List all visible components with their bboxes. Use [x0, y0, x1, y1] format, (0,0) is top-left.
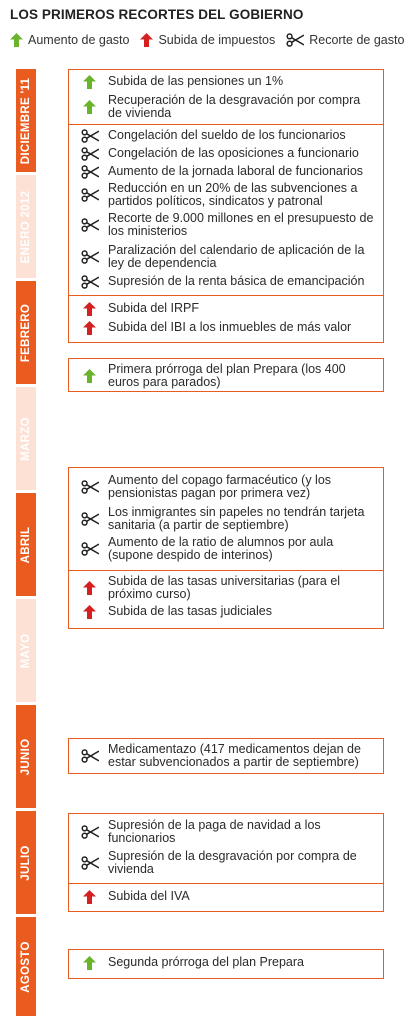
list-item — [80, 274, 377, 290]
item-text: Subida de las tasas judiciales — [108, 604, 272, 619]
item-text: Subida del IVA — [108, 889, 190, 904]
arrow-up-green-icon — [80, 956, 99, 970]
item-text: Subida del IRPF — [108, 301, 200, 316]
list-item — [80, 211, 377, 239]
item-text: Reducción en un 20% de las subvenciones a partidos políticos, sindicatos y patronal — [108, 180, 358, 208]
item-text: Congelación del sueldo de los funcionarios — [108, 128, 346, 143]
arrow-up-green-icon — [80, 100, 99, 114]
list-item — [80, 164, 377, 180]
scissors-icon — [80, 825, 99, 839]
month-bar-abril — [16, 493, 36, 596]
list-item — [80, 473, 377, 501]
list-item — [80, 74, 377, 90]
list-item — [80, 818, 377, 846]
scissors-icon — [80, 512, 99, 526]
month-label: AGOSTO — [20, 940, 32, 993]
list-item — [80, 362, 377, 390]
item-text: Subida de las pensiones un 1% — [108, 74, 284, 89]
measures-box — [68, 883, 384, 912]
item-text: Medicamentazo (417 medicamentos dejan de estar subvencionados a partir de septiembre) — [108, 741, 361, 769]
scissors-icon — [80, 250, 99, 264]
item-text: Paralización del calendario de aplicación de la ley de dependencia — [108, 242, 365, 270]
list-item — [80, 505, 377, 533]
scissors-icon — [80, 218, 99, 232]
item-text: Los inmigrantes sin papeles no tendrán tarjeta sanitaria (a partir de septiembre) — [108, 504, 365, 532]
month-label: ABRIL — [20, 526, 32, 563]
arrow-up-green-icon — [80, 369, 99, 383]
arrow-up-red-icon — [140, 33, 153, 47]
list-item — [80, 955, 377, 971]
month-label: ENERO 2012 — [20, 190, 32, 263]
legend-label-tax: Subida de impuestos — [158, 33, 276, 47]
month-label: JULIO — [20, 844, 32, 881]
item-text: Supresión de la paga de navidad a los funcionarios — [108, 817, 321, 845]
month-bar-mayo — [16, 599, 36, 702]
item-text: Aumento del copago farmacéutico (y los pensionistas pagan por primera vez) — [108, 472, 332, 500]
month-bar-julio — [16, 811, 36, 914]
list-item — [80, 574, 377, 602]
item-text: Primera prórroga del plan Prepara (los 400 euros para parados) — [108, 361, 346, 389]
list-item — [80, 92, 377, 122]
page-title: LOS PRIMEROS RECORTES DEL GOBIERNO — [10, 7, 304, 22]
legend-label-cut: Recorte de gasto — [309, 33, 405, 47]
month-label: JUNIO — [20, 738, 32, 775]
list-item — [80, 301, 377, 317]
measures-box — [68, 124, 384, 296]
arrow-up-green-icon — [80, 75, 99, 89]
scissors-icon — [80, 129, 99, 143]
item-text: Recuperación de la desgravación por compra de vivienda — [108, 92, 361, 120]
scissors-icon — [80, 147, 99, 161]
item-text: Subida de las tasas universitarias (para el próximo curso) — [108, 573, 341, 601]
measures-box — [68, 69, 384, 125]
measures-box — [68, 813, 384, 884]
legend-item-cut — [286, 33, 404, 47]
list-item — [80, 243, 377, 271]
list-item — [80, 181, 377, 209]
arrow-up-red-icon — [80, 581, 99, 595]
arrow-up-red-icon — [80, 321, 99, 335]
scissors-icon — [80, 165, 99, 179]
month-bar-junio — [16, 705, 36, 808]
arrow-up-red-icon — [80, 302, 99, 316]
item-text: Supresión de la renta básica de emancipación — [108, 274, 365, 289]
measures-box — [68, 570, 384, 629]
legend-label-spend: Aumento de gasto — [28, 33, 130, 47]
list-item — [80, 742, 377, 770]
item-text: Supresión de la desgravación por compra de vivienda — [108, 848, 357, 876]
list-item — [80, 849, 377, 877]
arrow-up-red-icon — [80, 890, 99, 904]
measures-box — [68, 949, 384, 979]
legend-item-tax — [140, 33, 275, 47]
month-bar-marzo — [16, 387, 36, 490]
month-label: FEBRERO — [20, 303, 32, 362]
scissors-icon — [286, 33, 304, 47]
month-bar-agosto — [16, 917, 36, 1016]
scissors-icon — [80, 856, 99, 870]
scissors-icon — [80, 275, 99, 289]
month-label: DICIEMBRE '11 — [20, 77, 32, 164]
arrow-up-red-icon — [80, 605, 99, 619]
scissors-icon — [80, 188, 99, 202]
month-bar-febrero — [16, 281, 36, 384]
item-text: Congelación de las oposiciones a funcionario — [108, 146, 359, 161]
month-bar-diciembre — [16, 69, 36, 172]
scissors-icon — [80, 749, 99, 763]
measures-box — [68, 467, 384, 571]
legend — [10, 31, 404, 49]
item-text: Aumento de la ratio de alumnos por aula (supone despido de interinos) — [108, 534, 334, 562]
scissors-icon — [80, 542, 99, 556]
list-item — [80, 320, 377, 336]
month-label: MAYO — [20, 633, 32, 668]
item-text: Segunda prórroga del plan Prepara — [108, 955, 304, 970]
month-label: MARZO — [20, 416, 32, 461]
scissors-icon — [80, 480, 99, 494]
list-item — [80, 889, 377, 905]
item-text: Aumento de la jornada laboral de funcionarios — [108, 164, 364, 179]
list-item — [80, 146, 377, 162]
measures-box — [68, 738, 384, 774]
measures-box — [68, 358, 384, 392]
item-text: Subida del IBI a los inmuebles de más valor — [108, 320, 352, 335]
measures-box — [68, 295, 384, 343]
arrow-up-green-icon — [10, 33, 23, 47]
month-bar-enero — [16, 175, 36, 278]
list-item — [80, 604, 377, 620]
legend-item-spend — [10, 33, 129, 47]
item-text: Recorte de 9.000 millones en el presupuesto de los ministerios — [108, 210, 374, 238]
list-item — [80, 128, 377, 144]
list-item — [80, 535, 377, 563]
